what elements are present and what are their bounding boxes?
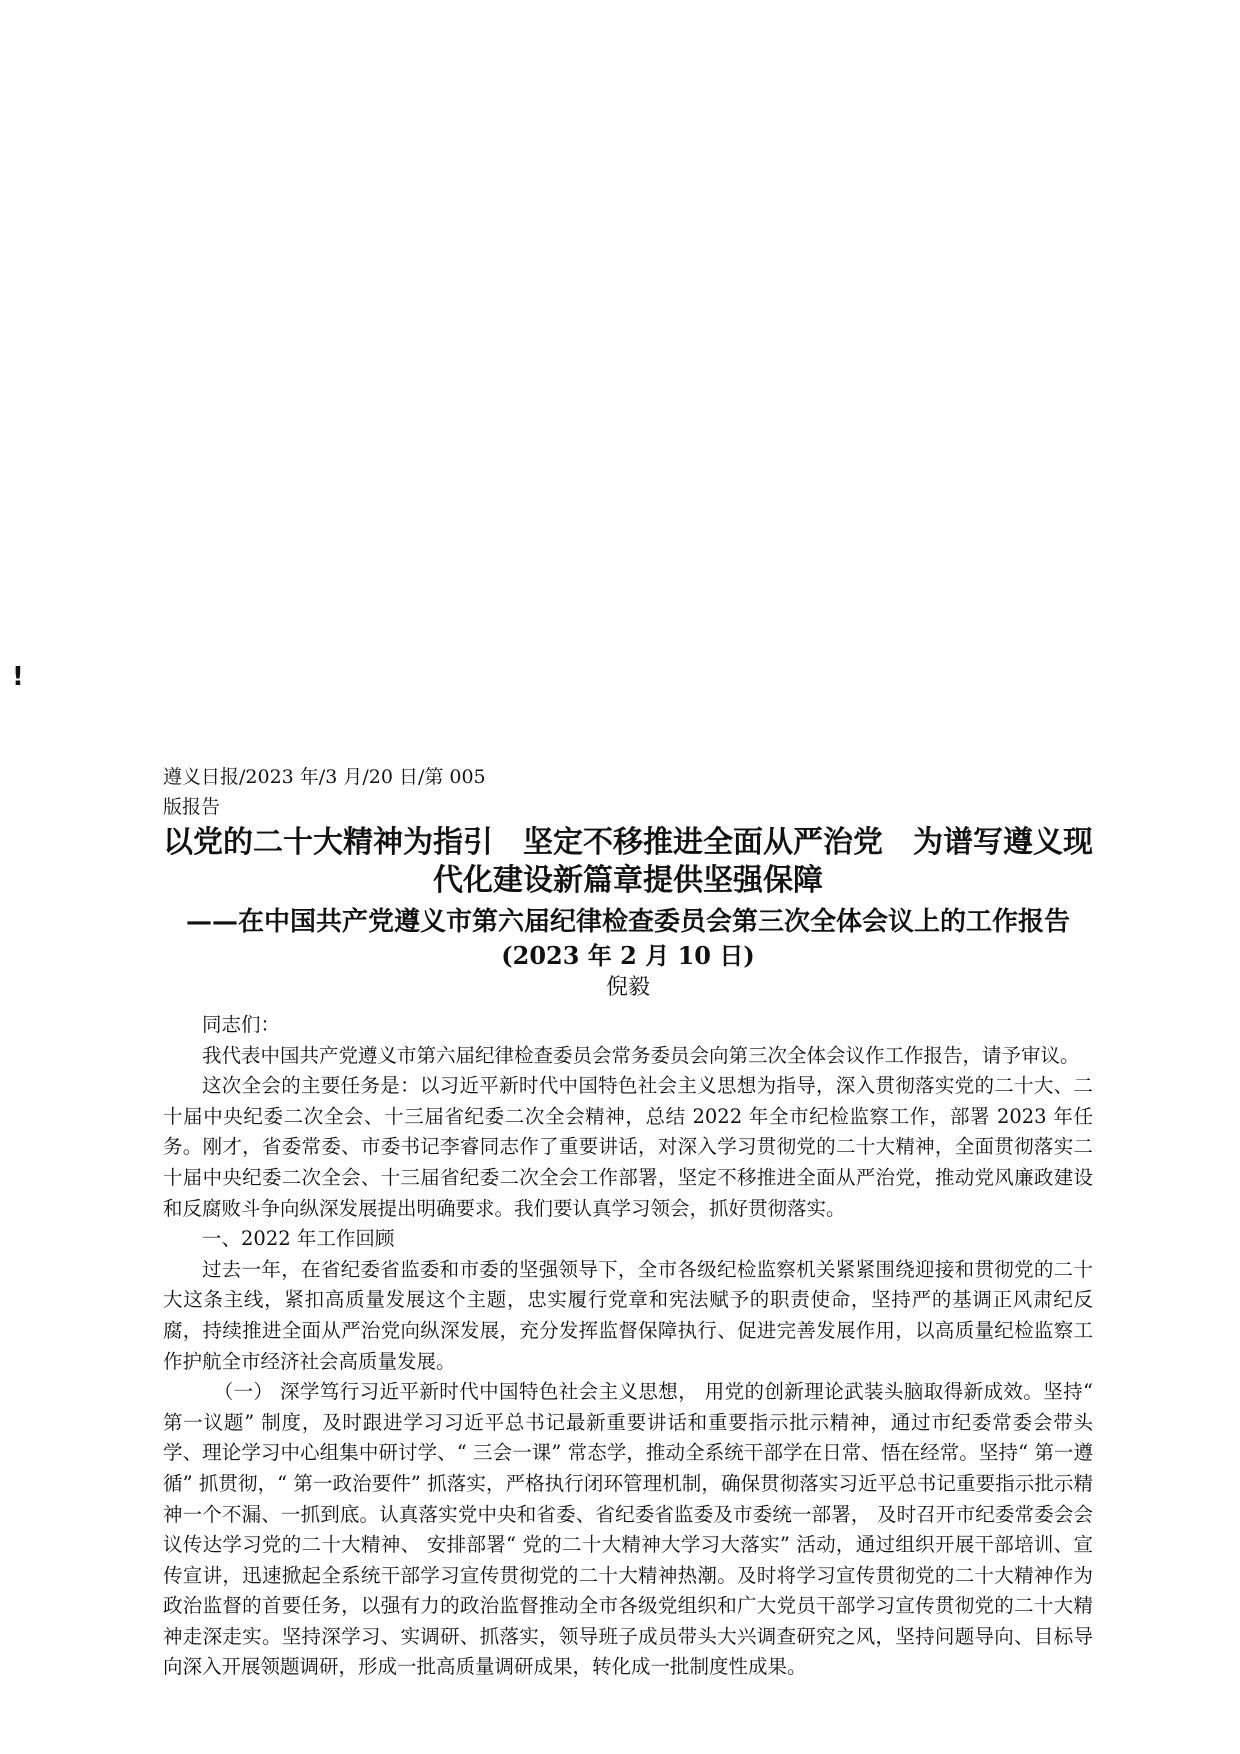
exclamation-mark: ! — [12, 662, 24, 692]
paragraph: （一） 深学笃行习近平新时代中国特色社会主义思想， 用党的创新理论武装头脑取得新成效。坚持“ 第一议题” 制度，及时跟进学习习近平总书记最新重要讲话和重要指示批示精神，通过市纪委常委会带头学、理论学习中心组集中研讨学、“ 三会一课” 常态学，推动全系统干部学在日常、悟在经常。坚持“ 第一遵循” 抓贯彻，“ 第一政治要件” 抓落实，严格执行闭环管理机制，确保贯彻落实习近平总书记重要指示批示精神一个不漏、一抓到底。认真落实党中央和省委、省纪委省监委及市委统一部署， 及时召开市纪委常委会会议传达学习党的二十大精神、 安排部署“ 党的二十大精神大学习大落实” 活动，通过组织开展干部培训、宣传宣讲，迅速掀起全系统干部学习宣传贯彻党的二十大精神热潮。及时将学习宣传贯彻党的二十大精神作为政治监督的首要任务，以强有力的政治监督推动全市各级党组织和广大党员干部学习宣传贯彻党的二十大精神走深走实。坚持深学习、实调研、抓落实，领导班子成员带头大兴调查研究之风，坚持问题导向、目标导向深入开展领题调研，形成一批高质量调研成果，转化成一批制度性成果。 — [163, 1380, 1093, 1679]
document-title: 以党的二十大精神为指引 坚定不移推进全面从严治党 为谱写遵义现代化建设新篇章提供坚强保障 — [163, 825, 1093, 898]
document-subtitle: ——在中国共产党遵义市第六届纪律检查委员会第三次全体会议上的工作报告 — [185, 907, 1070, 937]
salutation: 同志们： — [202, 1013, 281, 1036]
paragraph: 这次全会的主要任务是：以习近平新时代中国特色社会主义思想为指导，深入贯彻落实党的二十大、二十届中央纪委二次全会、十三届省纪委二次全会精神，总结 2022 年全市纪检监察工作，部署 2023 年任务。刚才，省委常委、市委书记李睿同志作了重要讲话，对深入学习贯彻党的二十大精神，全面贯彻落实二十届中央纪委二次全会、十三届省纪委二次全会工作部署，坚定不移推进全面从严治党，推动党风廉政建设和反腐败斗争向纵深发展提出明确要求。我们要认真学习领会，抓好贯彻落实。 — [163, 1074, 1093, 1220]
source-line: 遵义日报/2023 年/3 月/20 日/第 005 版报告 — [163, 766, 486, 818]
document-page — [163, 762, 1093, 1683]
report-date: (2023 年 2 月 10 日) — [501, 941, 755, 970]
section-heading: 一、2022 年工作回顾 — [202, 1227, 395, 1251]
paragraph: 我代表中国共产党遵义市第六届纪律检查委员会常务委员会向第三次全体会议作工作报告，请予审议。 — [202, 1043, 1080, 1067]
author: 倪毅 — [605, 975, 650, 1000]
paragraph: 过去一年，在省纪委省监委和市委的坚强领导下，全市各级纪检监察机关紧紧围绕迎接和贯彻党的二十大这条主线，紧扣高质量发展这个主题，忠实履行党章和宪法赋予的职责使命，坚持严的基调正风肃纪反腐，持续推进全面从严治党向纵深发展，充分发挥监督保障执行、促进完善发展作用，以高质量纪检监察工作护航全市经济社会高质量发展。 — [163, 1257, 1093, 1373]
